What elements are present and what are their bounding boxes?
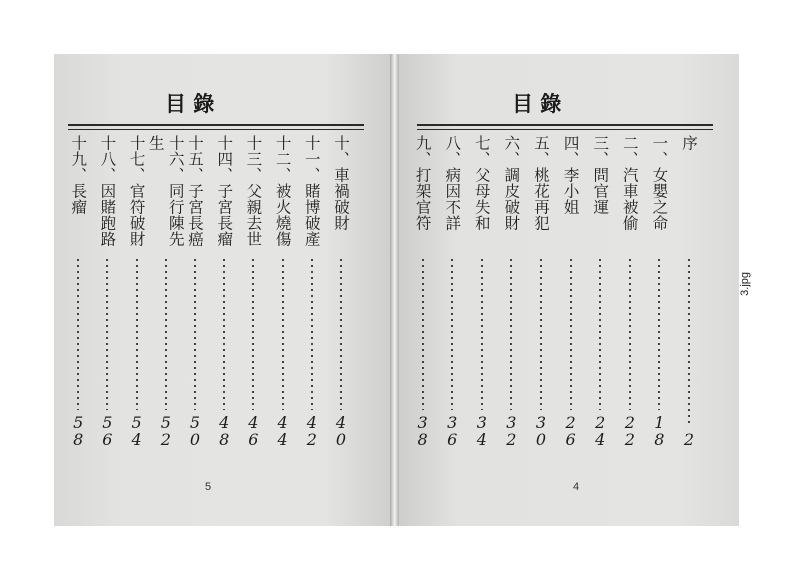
file-label: 3.jpg [739,272,751,296]
toc-entry [127,135,147,448]
toc-entry-page-number: 5 8 [73,413,84,449]
right-heading-rule-thick [417,124,713,126]
dotted-leader [340,257,342,410]
toc-entry [331,135,351,448]
toc-entry-page-number: 3 4 [476,413,487,449]
dotted-leader [165,257,167,410]
toc-entry-title: 十三、父親去世 [244,135,263,247]
toc-entry-title: 序 [680,135,698,151]
right-page-number: 4 [573,481,580,493]
toc-entry-title: 二、汽車被偷 [620,135,639,231]
toc-entry-page-number: 3 6 [447,413,458,449]
dotted-leader [252,257,254,410]
dotted-leader [223,257,225,410]
toc-entry [146,135,185,449]
toc-entry-title: 十四、子宮長瘤 [215,135,234,247]
toc-entry-title: 五、桃花再犯 [532,135,550,231]
toc-entry [442,135,462,448]
right-heading-rule-thin [417,129,713,130]
toc-entry-page-number: 1 8 [654,413,665,449]
toc-entry-title: 十、車禍破財 [332,135,350,231]
toc-entry [531,135,551,448]
toc-entry-title: 十二、被火燒傷 [273,135,292,247]
left-heading-rule-thick [68,124,364,126]
dotted-leader [451,257,453,410]
toc-entry-page-number: 5 0 [189,413,201,449]
toc-entry [590,135,610,448]
dotted-leader [311,257,313,410]
toc-entry [501,135,521,448]
toc-entry-page-number: 4 0 [335,413,347,449]
toc-entry-page-number: 2 4 [595,413,606,449]
dotted-leader [106,257,108,410]
toc-entry-page-number: 3 2 [506,413,517,449]
book-spine [390,54,399,526]
toc-entry [472,135,492,448]
dotted-leader [629,257,631,410]
toc-entry [649,135,669,448]
dotted-leader [77,257,79,410]
toc-entry-page-number: 5 2 [160,413,171,449]
toc-entry-title: 四、李小姐 [561,135,580,215]
dotted-leader [282,257,284,410]
toc-entry [273,135,293,448]
dotted-leader [570,257,572,410]
toc-entry-page-number: 4 4 [277,413,288,449]
toc-entry-title: 三、問官運 [591,135,610,215]
toc-entry-page-number: 2 6 [565,413,576,449]
toc-entry [620,135,640,448]
toc-entry-page-number: 5 4 [131,413,142,449]
toc-entry-page-number: 2 [683,430,695,449]
toc-entry [413,135,433,448]
toc-entry-page-number: 3 0 [535,413,547,449]
toc-entry [561,135,581,448]
toc-entry-page-number: 5 6 [102,413,113,449]
left-page-number: 5 [205,481,212,493]
toc-entry-title: 九、打架官符 [413,135,432,231]
toc-entry [302,135,322,448]
toc-entry-title: 十八、因賭跑路 [98,135,117,247]
dotted-leader [481,257,483,410]
toc-entry-title: 十六、同行陳先生 [146,135,185,247]
dotted-leader [510,257,512,410]
toc-entry [214,135,234,448]
right-page-heading: 目 錄 [512,91,562,116]
toc-entry-title: 十九、長瘤 [69,135,88,215]
toc-entry-page-number: 4 2 [306,413,317,449]
dotted-leader [658,257,660,410]
dotted-leader [422,257,424,410]
dotted-leader [599,257,601,410]
left-page-heading: 目 錄 [165,91,215,116]
toc-entry-title: 八、病因不詳 [443,135,462,231]
toc-entry-title: 十七、官符破財 [127,135,146,247]
dotted-leader [688,257,690,427]
toc-entry-page-number: 3 8 [417,413,428,449]
toc-entry-title: 六、調皮破財 [502,135,521,231]
left-heading-rule-thin [68,129,364,130]
toc-entry [185,135,205,448]
toc-entry [243,135,263,448]
dotted-leader [136,257,138,410]
toc-entry-title: 十一、賭博破產 [302,135,321,247]
toc-entry [97,135,117,448]
toc-entry-title: 七、父母失和 [472,135,491,231]
toc-entry-page-number: 4 6 [248,413,259,449]
toc-entry-page-number: 2 2 [624,413,635,449]
dotted-leader [540,257,542,410]
toc-entry-title: 十五、子宮長癌 [186,135,204,247]
toc-entry-page-number: 4 8 [219,413,230,449]
toc-entry [68,135,88,448]
toc-entry [679,135,699,448]
toc-entry-title: 一、女嬰之命 [650,135,669,231]
dotted-leader [194,257,196,410]
